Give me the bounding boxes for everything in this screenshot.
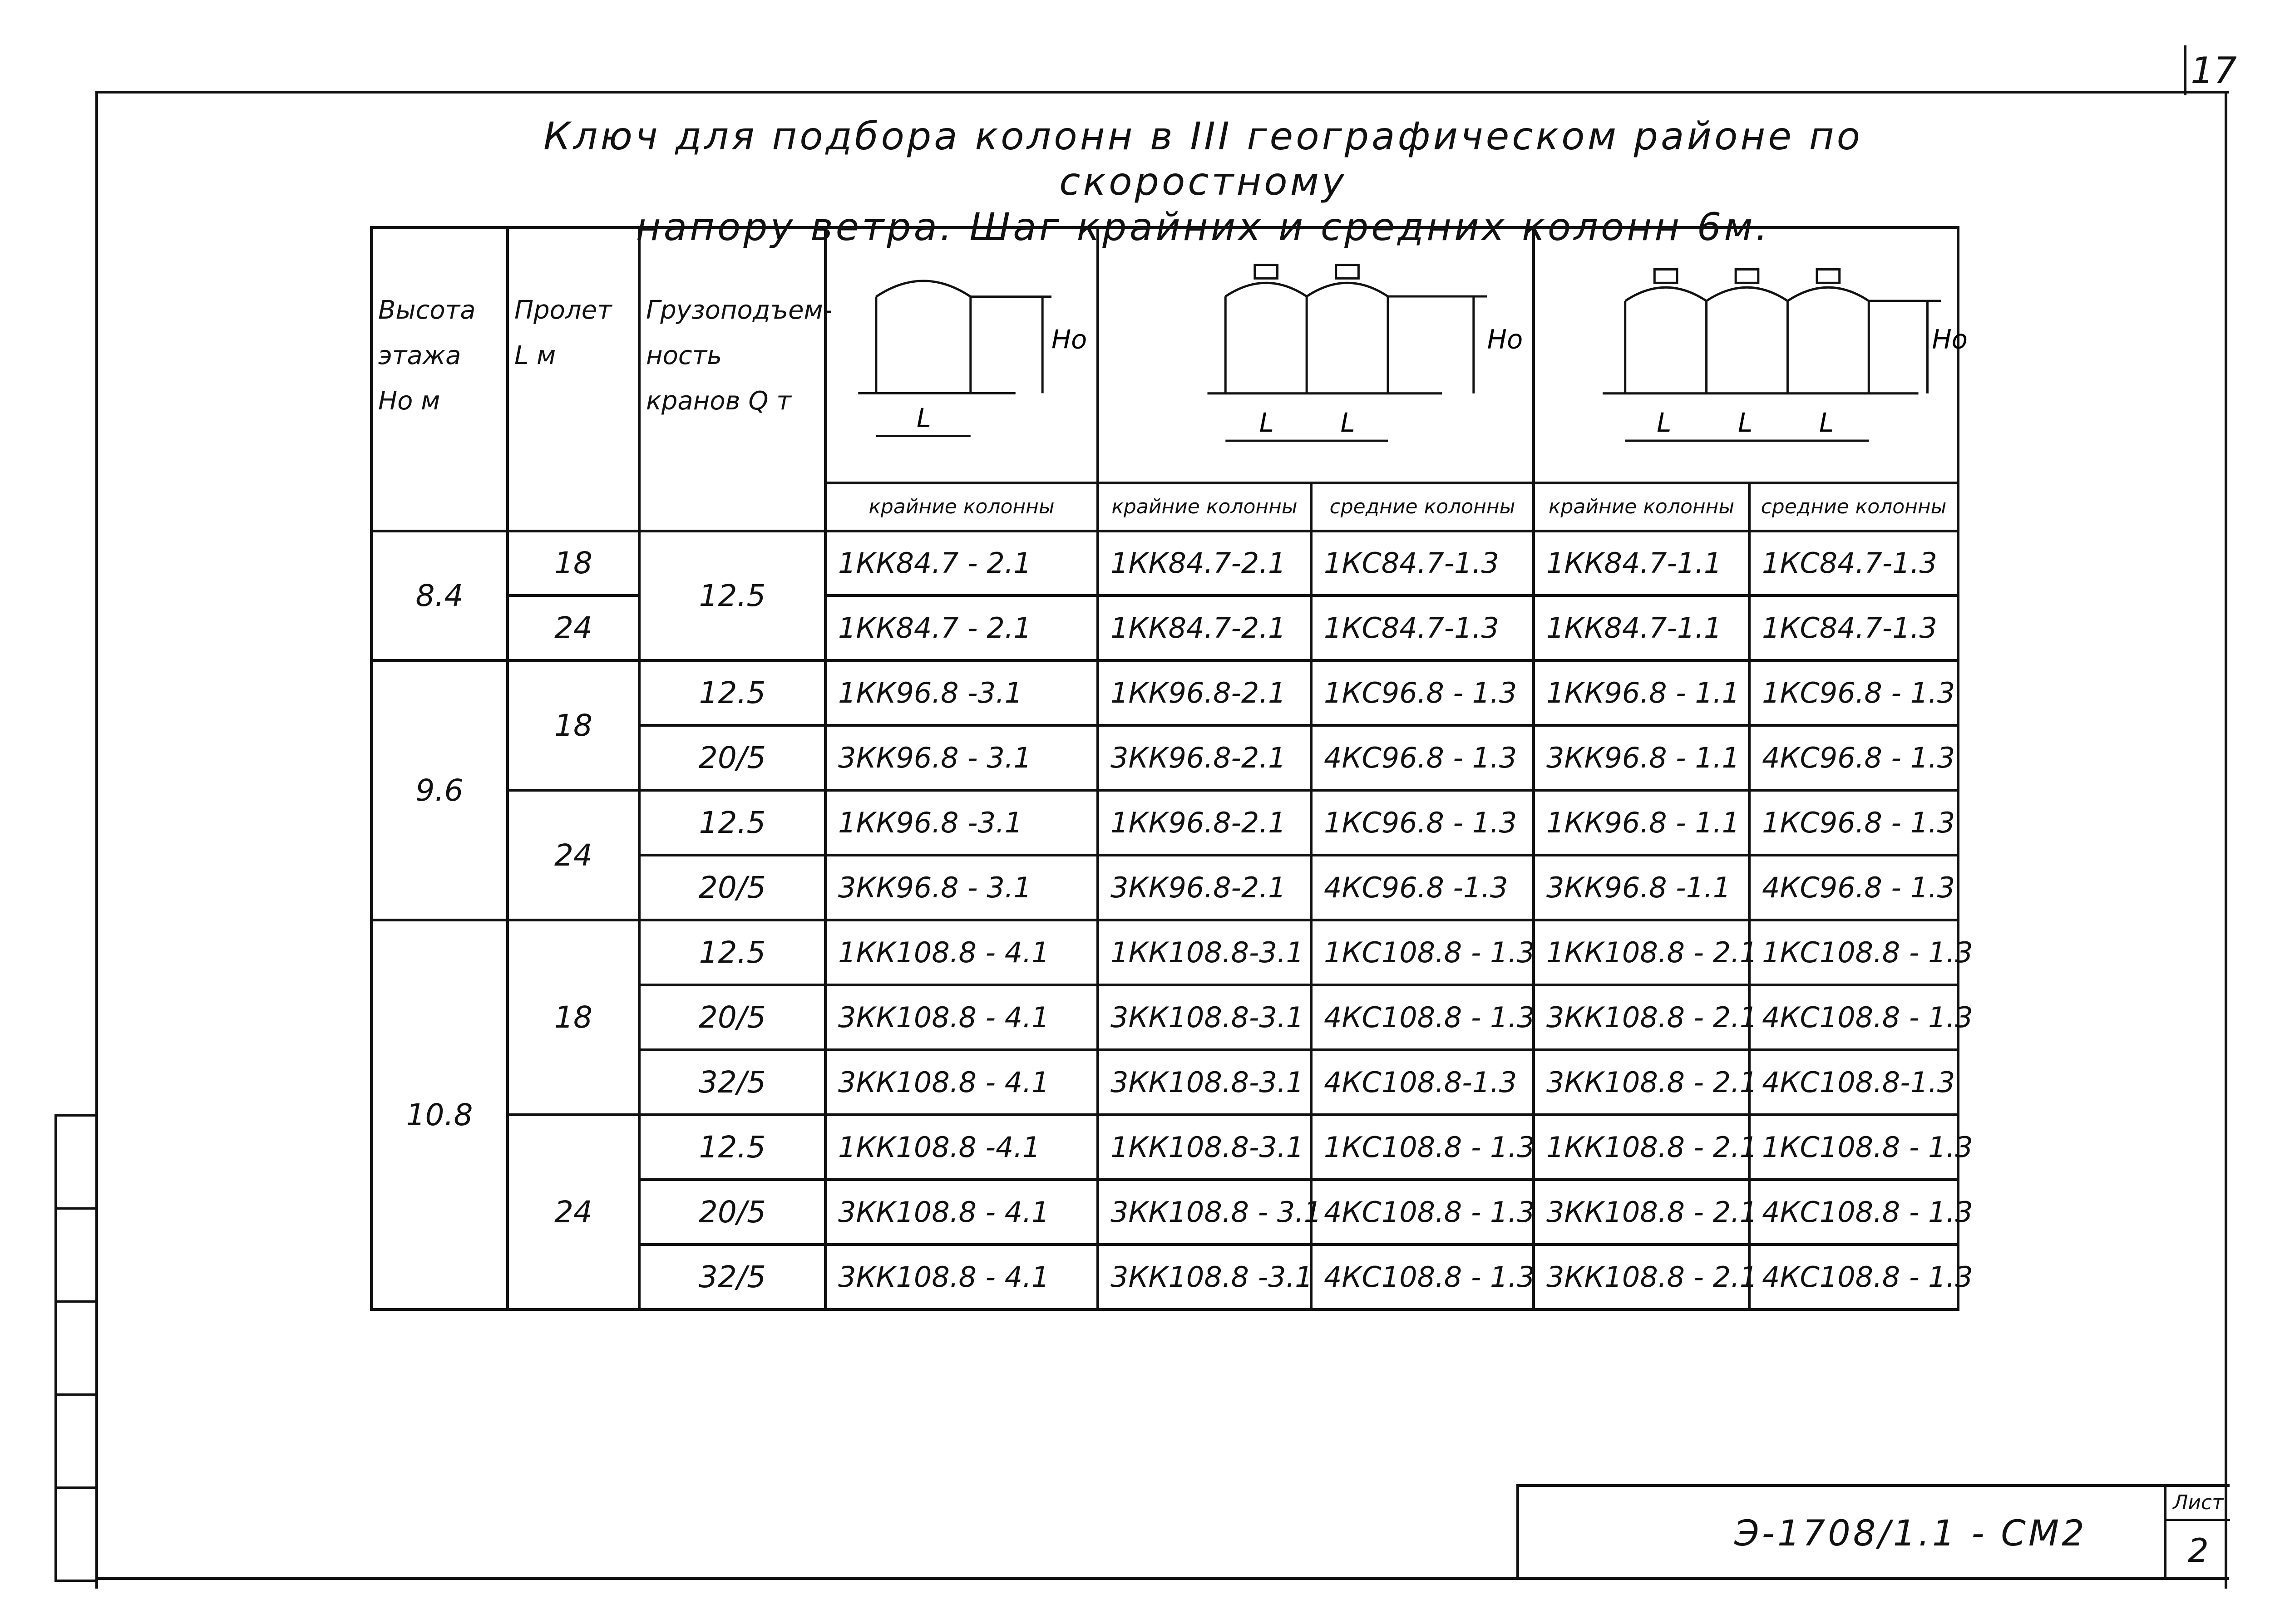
mark-cell: 1КК108.8 - 2.1: [1534, 920, 1749, 985]
mark-cell: 3КК108.8 - 2.1: [1534, 985, 1749, 1050]
subheader-middle-2: средние колонны: [1311, 483, 1534, 531]
mark-cell: 1КК96.8 -3.1: [825, 790, 1098, 855]
header-crane: Грузоподъем-ность кранов Q т: [639, 227, 825, 531]
mark-cell: 1КС108.8 - 1.3: [1311, 1115, 1534, 1180]
label-span-3b: L: [1738, 408, 1753, 438]
subheader-middle-3: средние колонны: [1749, 483, 1958, 531]
mark-cell: 3КК96.8-2.1: [1098, 855, 1311, 920]
mark-cell: 3КК96.8-2.1: [1098, 725, 1311, 790]
span-cell: 24: [508, 595, 639, 660]
diagram-two-span: [1098, 227, 1534, 483]
frame-top-line: [95, 91, 2229, 94]
mark-cell: 1КК84.7 - 2.1: [825, 595, 1098, 660]
crane-cell: 12.5: [639, 660, 825, 725]
mark-cell: 4КС108.8-1.3: [1311, 1050, 1534, 1115]
mark-cell: 3КК108.8 - 4.1: [825, 1180, 1098, 1245]
crane-cell: 12.5: [639, 920, 825, 985]
column-selection-table: [370, 226, 1973, 1311]
label-height-1: Hо: [1051, 324, 1087, 355]
mark-cell: 4КС96.8 - 1.3: [1749, 725, 1958, 790]
span-cell: 24: [508, 1115, 639, 1309]
mark-cell: 3КК96.8 - 3.1: [825, 855, 1098, 920]
span-cell: 18: [508, 531, 639, 596]
subheader-edge-1: крайние колонны: [825, 483, 1098, 531]
sheet-label: Лист: [2166, 1487, 2230, 1521]
mark-cell: 4КС108.8 - 1.3: [1749, 1180, 1958, 1245]
mark-cell: 3КК108.8 - 2.1: [1534, 1180, 1749, 1245]
mark-cell: 3КК108.8 - 4.1: [825, 985, 1098, 1050]
crane-cell: 20/5: [639, 985, 825, 1050]
crane-cell: 20/5: [639, 855, 825, 920]
mark-cell: 1КК84.7 - 2.1: [825, 531, 1098, 596]
mark-cell: 4КС108.8 - 1.3: [1749, 985, 1958, 1050]
mark-cell: 3КК96.8 - 1.1: [1534, 725, 1749, 790]
subheader-edge-2: крайние колонны: [1098, 483, 1311, 531]
label-span-3a: L: [1657, 408, 1672, 438]
crane-cell: 12.5: [639, 1115, 825, 1180]
table-body: [371, 531, 1973, 1310]
title-line-2: напору ветра. Шаг крайних и средних колонн 6м.: [636, 205, 1771, 249]
mark-cell: 1КК96.8-2.1: [1098, 660, 1311, 725]
mark-cell: 1КК108.8 -4.1: [825, 1115, 1098, 1180]
mark-cell: 4КС96.8 - 1.3: [1749, 855, 1958, 920]
height-cell: 9.6: [371, 660, 508, 920]
crane-cell: 32/5: [639, 1245, 825, 1309]
title-block-stamp: [1516, 1484, 2230, 1580]
header-height: Высота этажа Hо м: [371, 227, 508, 531]
crane-cell: 12.5: [639, 531, 825, 661]
crane-cell: 12.5: [639, 790, 825, 855]
diagram-single-span: [825, 227, 1098, 483]
mark-cell: 1КС84.7-1.3: [1311, 595, 1534, 660]
mark-cell: 3КК108.8 -3.1: [1098, 1245, 1311, 1309]
frame-right-line: [2225, 91, 2227, 1589]
page-number: 17: [2184, 45, 2241, 95]
label-height-2: Hо: [1487, 324, 1523, 355]
mark-cell: 4КС96.8 - 1.3: [1311, 725, 1534, 790]
diagram-three-span: [1534, 227, 1968, 483]
mark-cell: 1КК84.7-2.1: [1098, 595, 1311, 660]
span-cell: 18: [508, 660, 639, 790]
mark-cell: 4КС108.8 - 1.3: [1311, 1245, 1534, 1309]
height-cell: 8.4: [371, 531, 508, 661]
label-height-3: Hо: [1932, 324, 1968, 355]
frame-diagram-1: [827, 229, 1096, 482]
mark-cell: 1КК108.8 - 4.1: [825, 920, 1098, 985]
mark-cell: 3КК108.8 - 3.1: [1098, 1180, 1311, 1245]
sheet-number: 2: [2188, 1531, 2209, 1570]
mark-cell: 1КК84.7-1.1: [1534, 595, 1749, 660]
span-cell: 24: [508, 790, 639, 920]
frame-diagram-2: [1099, 229, 1532, 482]
mark-cell: 4КС108.8 - 1.3: [1311, 985, 1534, 1050]
span-cell: 18: [508, 920, 639, 1115]
mark-cell: 1КС84.7-1.3: [1311, 531, 1534, 596]
height-cell: 10.8: [371, 920, 508, 1309]
mark-cell: 3КК96.8 - 3.1: [825, 725, 1098, 790]
mark-cell: 1КК84.7-1.1: [1534, 531, 1749, 596]
header-span: Пролет L м: [508, 227, 639, 531]
mark-cell: 1КС96.8 - 1.3: [1749, 660, 1958, 725]
mark-cell: 1КС84.7-1.3: [1749, 595, 1958, 660]
crane-cell: 32/5: [639, 1050, 825, 1115]
mark-cell: 4КС108.8 - 1.3: [1311, 1180, 1534, 1245]
mark-cell: 1КС96.8 - 1.3: [1311, 790, 1534, 855]
label-span-2b: L: [1340, 408, 1355, 438]
crane-cell: 20/5: [639, 725, 825, 790]
label-span-2a: L: [1259, 408, 1274, 438]
mark-cell: 1КК96.8 - 1.1: [1534, 660, 1749, 725]
mark-cell: 3КК108.8 - 4.1: [825, 1050, 1098, 1115]
mark-cell: 1КК96.8 - 1.1: [1534, 790, 1749, 855]
label-span-3c: L: [1819, 408, 1834, 438]
mark-cell: 1КК108.8-3.1: [1098, 920, 1311, 985]
mark-cell: 3КК108.8 - 2.1: [1534, 1050, 1749, 1115]
mark-cell: 1КК108.8-3.1: [1098, 1115, 1311, 1180]
label-span-1: L: [917, 403, 931, 433]
title-line-1: Ключ для подбора колонн в III географическом районе по скоростному: [543, 114, 1863, 204]
binding-strip: [54, 1114, 98, 1582]
frame-diagram-3: [1535, 229, 1968, 482]
mark-cell: 1КС108.8 - 1.3: [1749, 1115, 1958, 1180]
mark-cell: 1КС84.7-1.3: [1749, 531, 1958, 596]
mark-cell: 3КК108.8-3.1: [1098, 1050, 1311, 1115]
subheader-edge-3: крайние колонны: [1534, 483, 1749, 531]
mark-cell: 3КК108.8-3.1: [1098, 985, 1311, 1050]
mark-cell: 1КС96.8 - 1.3: [1749, 790, 1958, 855]
mark-cell: 4КС96.8 -1.3: [1311, 855, 1534, 920]
mark-cell: 3КК96.8 -1.1: [1534, 855, 1749, 920]
mark-cell: 3КК108.8 - 4.1: [825, 1245, 1098, 1309]
mark-cell: 1КК84.7-2.1: [1098, 531, 1311, 596]
mark-cell: 1КС108.8 - 1.3: [1311, 920, 1534, 985]
sheet-box: [2164, 1487, 2230, 1580]
mark-cell: 1КС108.8 - 1.3: [1749, 920, 1958, 985]
mark-cell: 1КК96.8 -3.1: [825, 660, 1098, 725]
mark-cell: 1КК108.8 - 2.1: [1534, 1115, 1749, 1180]
mark-cell: 3КК108.8 - 2.1: [1534, 1245, 1749, 1309]
crane-cell: 20/5: [639, 1180, 825, 1245]
mark-cell: 1КК96.8-2.1: [1098, 790, 1311, 855]
mark-cell: 4КС108.8-1.3: [1749, 1050, 1958, 1115]
mark-cell: 4КС108.8 - 1.3: [1749, 1245, 1958, 1309]
document-code: Э-1708/1.1 - СМ2: [1734, 1513, 2087, 1554]
mark-cell: 1КС96.8 - 1.3: [1311, 660, 1534, 725]
